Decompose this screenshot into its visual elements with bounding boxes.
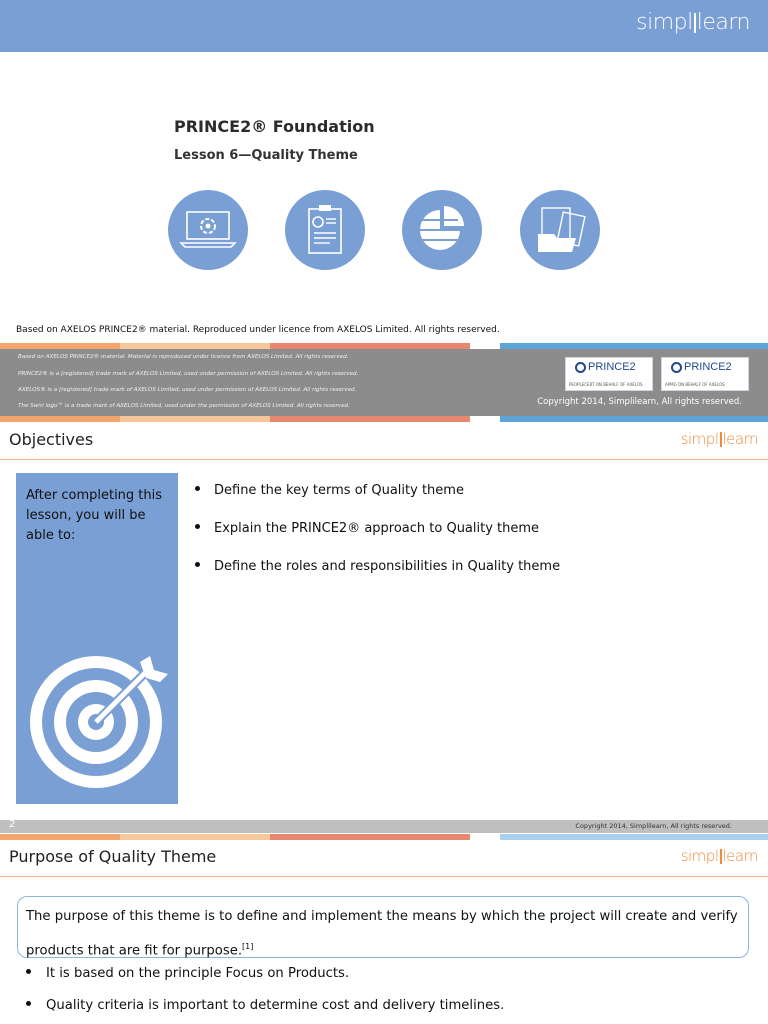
badge-sub: APMG ON BEHALF OF AXELOS: [665, 382, 725, 387]
color-stripe: [0, 416, 768, 422]
title-divider: [0, 459, 768, 460]
legal-line: The Swirl logo™ is a trade mark of AXELOS Limited, used under the permission of AXELOS Limited. All rights reserved.: [18, 403, 350, 409]
purpose-text: The purpose of this theme is to define and implement the means by which the project will create and verify products that are fit for purpose.: [26, 909, 738, 959]
objective-text: Explain the PRINCE2® approach to Quality theme: [214, 521, 540, 536]
bullet-icon: [26, 1001, 31, 1006]
purpose-bullet: [26, 998, 504, 1013]
logo-suffix: learn: [696, 10, 750, 35]
prince2-swirl-icon: [575, 362, 586, 373]
logo-prefix: simpl: [636, 10, 693, 35]
legal-line: PRINCE2® is a [registered] trade mark of AXELOS Limited, used under permission of AXELOS Limited. All rights reserved.: [18, 371, 359, 377]
slide1-copyright: Copyright 2014, Simplilearn, All rights reserved.: [537, 397, 742, 407]
badge-name: PRINCE2: [588, 361, 636, 373]
licence-line: Based on AXELOS PRINCE2® material. Reproduced under licence from AXELOS Limited. All rights reserved.: [16, 325, 500, 335]
bullet-icon: [26, 969, 31, 974]
laptop-gear-icon: [168, 190, 248, 270]
purpose-bullet: [26, 966, 349, 981]
badge-sub: PEOPLECERT ON BEHALF OF AXELOS: [569, 382, 643, 387]
bullet-text: It is based on the principle Focus on Products.: [46, 966, 350, 981]
objective-text: Define the key terms of Quality theme: [214, 483, 464, 498]
simplilearn-logo: [636, 10, 750, 35]
logo-suffix: learn: [722, 847, 758, 865]
slide2-title: Objectives: [9, 430, 94, 449]
logo-bar-icon: [720, 849, 722, 864]
documents-folder-icon: [520, 190, 600, 270]
logo-prefix: simpl: [680, 847, 719, 865]
objectives-intro: After completing this lesson, you will be able to:: [26, 488, 163, 543]
objective-text: Define the roles and responsibilities in Quality theme: [214, 559, 561, 574]
page-number: 2: [9, 819, 16, 830]
lesson-title: Lesson 6—Quality Theme: [174, 148, 358, 163]
objective-item: [195, 559, 560, 574]
simplilearn-logo: [681, 430, 758, 448]
clipboard-report-icon: [285, 190, 365, 270]
slide3-title: Purpose of Quality Theme: [9, 847, 217, 866]
title-divider: [0, 876, 768, 877]
simplilearn-logo: [681, 847, 758, 865]
legal-line: Based on AXELOS PRINCE2® material. Material is reproduced under licence from AXELOS Limited. All rights reserved.: [18, 354, 349, 360]
pie-chart-icon: [402, 190, 482, 270]
prince2-accreditation-badge: [565, 357, 653, 391]
prince2-accreditation-badge: [661, 357, 749, 391]
bullet-icon: [195, 486, 200, 491]
objective-item: [195, 521, 539, 536]
bullet-icon: [195, 562, 200, 567]
bullet-icon: [195, 524, 200, 529]
target-arrow-icon: [22, 652, 172, 796]
slide2-copyright: Copyright 2014, Simplilearn, All rights reserved.: [575, 822, 732, 830]
course-title: PRINCE2® Foundation: [174, 117, 375, 136]
objective-item: [195, 483, 464, 498]
reference-marker: [1]: [242, 942, 254, 951]
logo-bar-icon: [720, 432, 722, 447]
prince2-swirl-icon: [671, 362, 682, 373]
logo-bar-icon: [694, 13, 696, 33]
bullet-text: Quality criteria is important to determine cost and delivery timelines.: [46, 998, 505, 1013]
purpose-statement: [26, 902, 746, 966]
logo-suffix: learn: [722, 430, 758, 448]
logo-prefix: simpl: [680, 430, 719, 448]
color-stripe: [0, 834, 768, 840]
badge-name: PRINCE2: [684, 361, 732, 373]
legal-line: AXELOS® is a [registered] trade mark of AXELOS Limited, used under permission of AXELOS Limited. All rights reserved.: [18, 387, 357, 393]
